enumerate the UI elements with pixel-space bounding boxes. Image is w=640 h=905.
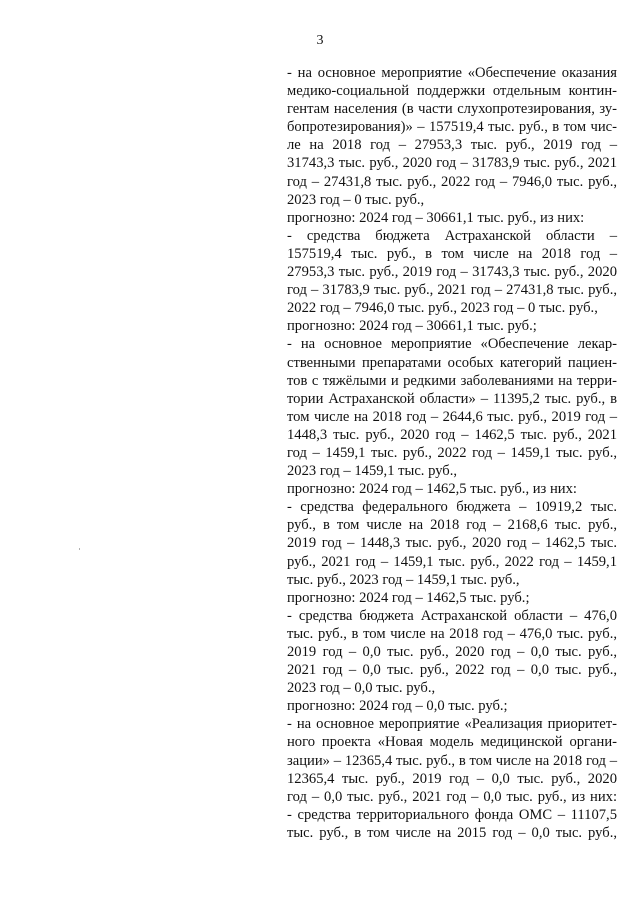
text-line: тории Астраханской области» – 11395,2 тыс. руб., в: [287, 390, 617, 407]
text-line: - средства бюджета Астраханской области –: [287, 227, 617, 244]
text-line: 31743,3 тыс. руб., 2020 год – 31783,9 тыс. руб., 2021: [287, 155, 617, 172]
text-line: 2019 год – 0,0 тыс. руб., 2020 год – 0,0 тыс. руб.,: [287, 644, 617, 660]
text-line: 2023 год – 0,0 тыс. руб.,: [287, 680, 436, 697]
text-line: год – 0,0 тыс. руб., 2021 год – 0,0 тыс. руб., из них:: [287, 788, 617, 805]
text-line: тыс. руб., 2023 год – 1459,1 тыс. руб.,: [287, 571, 520, 588]
text-line: зации» – 12365,4 тыс. руб., в том числе на 2018 год –: [287, 752, 617, 769]
text-line: ного проекта «Новая модель медицинской органи-: [287, 734, 617, 751]
text-line: - на основное мероприятие «Обеспечение оказания: [287, 65, 617, 81]
text-line: год – 27431,8 тыс. руб., 2022 год – 7946,0 тыс. руб.,: [287, 173, 617, 190]
text-line: ле на 2018 год – 27953,3 тыс. руб., 2019 год –: [287, 137, 617, 154]
text-line: прогнозно: 2024 год – 1462,5 тыс. руб., из них:: [287, 481, 577, 498]
text-line: - на основное мероприятие «Обеспечение лекар-: [287, 336, 617, 353]
text-line: руб., 2021 год – 1459,1 тыс. руб., 2022 год – 1459,1: [287, 553, 617, 570]
text-line: прогнозно: 2024 год – 1462,5 тыс. руб.;: [287, 589, 530, 606]
text-line: тыс. руб., в том числе на 2015 год – 0,0 тыс. руб.,: [287, 824, 617, 841]
text-line: 12365,4 тыс. руб., 2019 год – 0,0 тыс. руб., 2020: [287, 770, 617, 787]
text-line: 2019 год – 1448,3 тыс. руб., 2020 год – 1462,5 тыс.: [287, 535, 617, 552]
margin-mark: [79, 548, 80, 550]
text-line: прогнозно: 2024 год – 30661,1 тыс. руб., из них:: [287, 209, 585, 226]
text-line: - средства территориального фонда ОМС – 11107,5: [287, 806, 617, 823]
text-line: 157519,4 тыс. руб., в том числе на 2018 год –: [287, 245, 617, 262]
document-body-text: [287, 64, 617, 842]
text-line: 2022 год – 7946,0 тыс. руб., 2023 год – 0 тыс. руб.,: [287, 300, 598, 317]
text-line: прогнозно: 2024 год – 0,0 тыс. руб.;: [287, 698, 508, 715]
text-line: 1448,3 тыс. руб., 2020 год – 1462,5 тыс. руб., 2021: [287, 426, 617, 443]
text-line: - средства бюджета Астраханской области – 476,0: [287, 607, 617, 624]
text-line: 2023 год – 0 тыс. руб.,: [287, 191, 425, 208]
text-line: том числе на 2018 год – 2644,6 тыс. руб., 2019 год –: [287, 408, 617, 425]
text-line: бопротезирования)» – 157519,4 тыс. руб., в том чис-: [287, 119, 617, 136]
text-line: - средства федерального бюджета – 10919,2 тыс.: [287, 499, 617, 516]
text-line: прогнозно: 2024 год – 30661,1 тыс. руб.;: [287, 318, 537, 335]
text-line: гентам населения (в части слухопротезирования, зу-: [287, 101, 617, 118]
text-line: год – 1459,1 тыс. руб., 2022 год – 1459,1 тыс. руб.,: [287, 444, 617, 461]
text-line: медико-социальной поддержки отдельным контин-: [287, 83, 617, 100]
text-line: ственными препаратами особых категорий пациен-: [287, 354, 617, 371]
text-line: тыс. руб., в том числе на 2018 год – 476,0 тыс. руб.,: [287, 625, 617, 642]
text-line: руб., в том числе на 2018 год – 2168,6 тыс. руб.,: [287, 517, 617, 534]
text-line: 2021 год – 0,0 тыс. руб., 2022 год – 0,0 тыс. руб.,: [287, 662, 617, 679]
text-line: 2023 год – 1459,1 тыс. руб.,: [287, 463, 458, 480]
text-line: тов с тяжёлыми и редкими заболеваниями на терри-: [287, 372, 617, 389]
text-line: 27953,3 тыс. руб., 2019 год – 31743,3 тыс. руб., 2020: [287, 264, 617, 281]
text-line: год – 31783,9 тыс. руб., 2021 год – 27431,8 тыс. руб.,: [287, 282, 617, 299]
page-number: 3: [316, 33, 324, 48]
text-line: - на основное мероприятие «Реализация приоритет-: [287, 716, 617, 733]
